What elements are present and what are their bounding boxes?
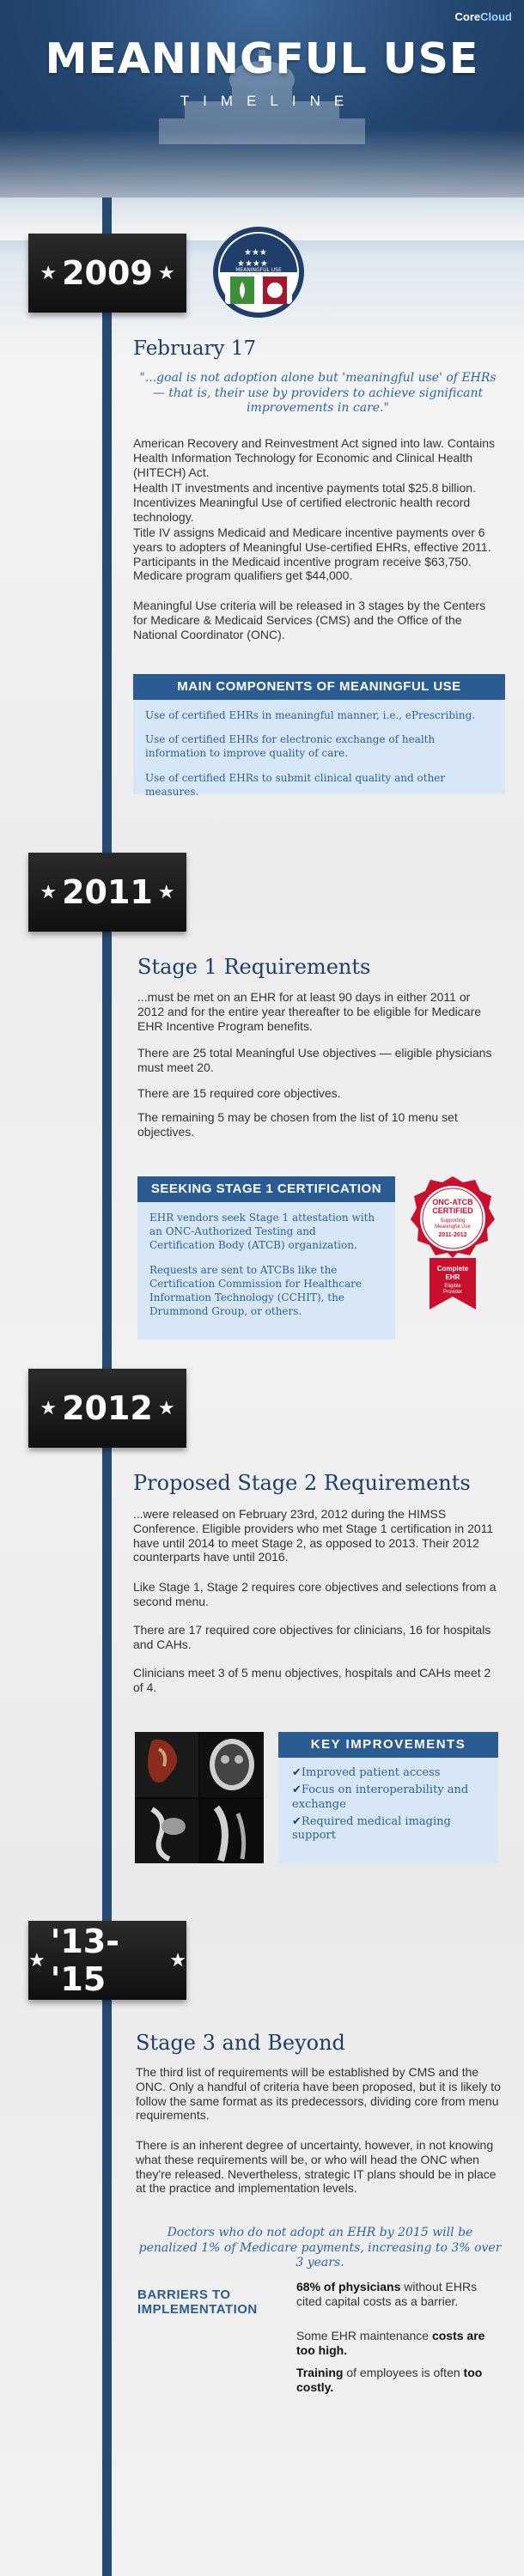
key-improvements-box bbox=[278, 1732, 498, 1863]
star-icon: ★ bbox=[40, 1397, 58, 1419]
barrier-1: 68% of physicians without EHRs cited capital costs as a barrier. bbox=[296, 2280, 478, 2308]
component-item: Use of certified EHRs to submit clinical quality and other measures. bbox=[145, 771, 446, 798]
svg-text:Supporting: Supporting bbox=[440, 1218, 466, 1224]
barrier-3: Training of employees is often too costly. bbox=[296, 2366, 483, 2394]
certification-item: EHR vendors seek Stage 1 attestation with an ONC-Authorized Testing and Certification Body (ATCB) organization. bbox=[149, 1212, 375, 1252]
paragraph-2012-4: Clinicians meet 3 of 5 menu objectives, hospitals and CAHs meet 2 of 4. bbox=[133, 1666, 491, 1694]
paragraph-2009-4: Meaningful Use criteria will be released in 3 stages by the Centers for Medicare & Medicaid Services (CMS) and the Office of the National Coordinator (ONC). bbox=[133, 598, 486, 641]
stage1-certification-box bbox=[137, 1176, 395, 1340]
barrier-2: Some EHR maintenance costs are too high. bbox=[296, 2329, 485, 2357]
year-badge-2009: ★ 2009 ★ bbox=[28, 234, 186, 313]
page-title: MEANINGFUL USE bbox=[45, 34, 479, 83]
improvement-item: ✔ Required medical imaging support bbox=[292, 1815, 484, 1844]
svg-text:2011-2012: 2011-2012 bbox=[438, 1232, 467, 1238]
svg-text:★★★: ★★★ bbox=[244, 248, 267, 258]
paragraph-2009-2: Health IT investments and incentive payments total $25.8 billion. Incentivizes Meaningful Use of certified electronic health record technology. bbox=[133, 481, 476, 524]
paragraph-2012-2: Like Stage 1, Stage 2 requires core objectives and selections from a second menu. bbox=[133, 1580, 497, 1608]
main-components-box bbox=[133, 674, 505, 798]
star-icon: ★ bbox=[40, 881, 58, 902]
paragraph-2009-3: Title IV assigns Medicaid and Medicare incentive payments over 6 years to adopters of Meaningful Use-certified EHRs, effective 2011. Participants in the Medicaid incentive program receive $63,750. Medicare program qualifiers get $44,000. bbox=[133, 526, 491, 583]
svg-text:ONC-ATCB: ONC-ATCB bbox=[432, 1198, 473, 1206]
stage1-certification-title: SEEKING STAGE 1 CERTIFICATION bbox=[137, 1176, 395, 1202]
medical-scan-image bbox=[135, 1732, 264, 1863]
year-badge-2013-2015: ★ '13-'15 ★ bbox=[28, 1923, 186, 1998]
certification-item: Requests are sent to ATCBs like the Certification Commission for Healthcare Information Technology (CCHIT), the Drummond Group, or others. bbox=[149, 1263, 362, 1318]
star-icon: ★ bbox=[157, 881, 175, 902]
stage3-heading: Stage 3 and Beyond bbox=[136, 2031, 345, 2055]
quote-2009: "...goal is not adoption alone but 'meaningful use' of EHRs — that is, their use by providers to achieve significant improvements in care." bbox=[139, 371, 497, 415]
paragraph-2013-2: There is an inherent degree of uncertainty, however, in not knowing what these requirements will be, or who will head the ONC when they're released. Nevertheless, strategic IT plans should be in place at the practice and implementation levels. bbox=[136, 2138, 497, 2196]
date-heading-2009: February 17 bbox=[133, 337, 257, 360]
svg-text:Eligible: Eligible bbox=[444, 1284, 461, 1289]
component-item: Use of certified EHRs in meaningful manner, i.e., ePrescribing. bbox=[145, 709, 476, 721]
paragraph-2013-1: The third list of requirements will be established by CMS and the ONC. Only a handful of criteria have been proposed, but it is likely to follow the same format as its predecessors, dividing core from menu requirements. bbox=[136, 2065, 501, 2123]
year-badge-2011: ★ 2011 ★ bbox=[28, 853, 186, 932]
paragraph-2011-1: ...must be met on an EHR for at least 90 days in either 2011 or 2012 and for the entire year thereafter to be eligible for Medicare EHR Incentive Program benefits. bbox=[137, 990, 482, 1033]
onc-atcb-badge-icon bbox=[405, 1172, 500, 1318]
svg-text:Provider: Provider bbox=[442, 1290, 463, 1295]
star-icon: ★ bbox=[40, 262, 58, 283]
svg-text:MEANINGFUL USE: MEANINGFUL USE bbox=[235, 267, 282, 273]
paragraph-2012-3: There are 17 required core objectives for clinicians, 16 for hospitals and CAHs. bbox=[133, 1623, 491, 1651]
corecloud-logo: CoreCloud bbox=[454, 10, 512, 23]
stage1-heading: Stage 1 Requirements bbox=[137, 955, 371, 979]
paragraph-2012-1: ...were released on February 23rd, 2012 during the HIMSS Conference. Eligible providers who met Stage 1 certification in 2011 have until 2014 to meet Stage 2, as opposed to 2013. Their 2012 counterparts have until 2016. bbox=[133, 1507, 494, 1564]
penalty-quote: Doctors who do not adopt an EHR by 2015 will be penalized 1% of Medicare payments, increasing to 3% over 3 years. bbox=[138, 2226, 502, 2269]
main-components-title: MAIN COMPONENTS OF MEANINGFUL USE bbox=[133, 674, 505, 700]
key-improvements-title: KEY IMPROVEMENTS bbox=[278, 1732, 498, 1758]
star-icon: ★ bbox=[157, 1397, 175, 1419]
page-subtitle: TIMELINE bbox=[180, 93, 358, 109]
paragraph-2011-4: The remaining 5 may be chosen from the list of 10 menu set objectives. bbox=[137, 1110, 458, 1139]
header-fade bbox=[0, 129, 524, 240]
paragraph-2011-3: There are 15 required core objectives. bbox=[137, 1086, 341, 1100]
svg-text:Meaningful Use: Meaningful Use bbox=[435, 1224, 471, 1230]
svg-text:Complete: Complete bbox=[436, 1265, 469, 1273]
component-item: Use of certified EHRs for electronic exchange of health information to improve quality of care. bbox=[145, 733, 436, 760]
svg-text:★★★★: ★★★★ bbox=[237, 259, 268, 269]
year-badge-2012: ★ 2012 ★ bbox=[28, 1369, 186, 1448]
star-icon: ★ bbox=[169, 1949, 186, 1971]
meaningful-use-seal-icon bbox=[211, 225, 306, 319]
paragraph-2009-1: American Recovery and Reinvestment Act signed into law. Contains Health Information Technology for Economic and Clinical Health (HITECH) Act. bbox=[133, 436, 495, 479]
svg-text:EHR: EHR bbox=[445, 1273, 460, 1281]
barriers-title: BARRIERS TO IMPLEMENTATION bbox=[137, 2287, 258, 2317]
svg-text:CERTIFIED: CERTIFIED bbox=[432, 1206, 473, 1215]
improvement-item: ✔ Focus on interoperability and exchange bbox=[292, 1783, 484, 1812]
star-icon: ★ bbox=[157, 262, 175, 283]
star-icon: ★ bbox=[28, 1949, 46, 1971]
improvement-item: ✔ Improved patient access bbox=[292, 1766, 484, 1780]
paragraph-2011-2: There are 25 total Meaningful Use objectives — eligible physicians must meet 20. bbox=[137, 1046, 492, 1074]
stage2-heading: Proposed Stage 2 Requirements bbox=[133, 1471, 471, 1495]
